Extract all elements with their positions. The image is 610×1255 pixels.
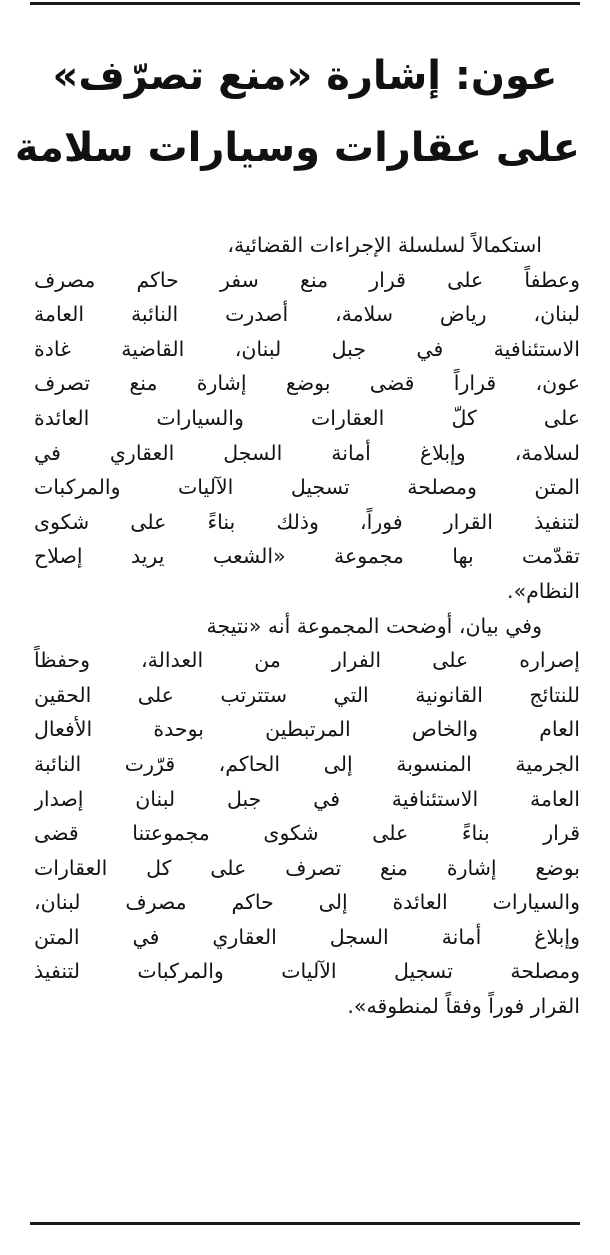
bottom-rule xyxy=(30,1222,580,1225)
text-line: العامة الاستئنافية في جبل لبنان إصدار xyxy=(34,786,580,811)
text-line: تقدّمت بها مجموعة «الشعب يريد إصلاح xyxy=(34,544,580,569)
text-line: القرار فوراً وفقاً لمنطوقه». xyxy=(347,994,580,1019)
paragraph-2 xyxy=(34,609,580,1024)
headline xyxy=(14,40,580,184)
text-line: لتنفيذ القرار فوراً، وذلك بناءً على شكوى xyxy=(34,509,580,534)
text-line: قرار بناءً على شكوى مجموعتنا قضى xyxy=(34,821,580,846)
text-line: ومصلحة تسجيل الآليات والمركبات لتنفيذ xyxy=(34,959,580,984)
text-line: لبنان، رياض سلامة، أصدرت النائبة العامة xyxy=(34,302,580,327)
text-line: الجرمية المنسوبة إلى الحاكم، قرّرت النائبة xyxy=(34,751,580,776)
paragraph-1 xyxy=(34,228,580,609)
text-line: إصراره على الفرار من العدالة، وحفظاً xyxy=(34,648,580,673)
text-line: لسلامة، وإبلاغ أمانة السجل العقاري في xyxy=(34,440,580,465)
text-line: المتن ومصلحة تسجيل الآليات والمركبات xyxy=(34,475,580,500)
headline-line-1: عون: إشارة «منع تصرّف» xyxy=(52,53,558,99)
text-line: العام والخاص المرتبطين بوحدة الأفعال xyxy=(34,717,580,742)
text-line: وعطفاً على قرار منع سفر حاكم مصرف xyxy=(34,267,580,292)
text-line: على كلّ العقارات والسيارات العائدة xyxy=(34,405,580,430)
text-line: الاستئنافية في جبل لبنان، القاضية غادة xyxy=(34,336,580,361)
text-line: وفي بيان، أوضحت المجموعة أنه «نتيجة xyxy=(206,613,542,638)
headline-line-2: على عقارات وسيارات سلامة xyxy=(14,125,580,171)
text-line: النظام». xyxy=(507,578,580,603)
text-line: والسيارات العائدة إلى حاكم مصرف لبنان، xyxy=(34,890,580,915)
text-line: استكمالاً لسلسلة الإجراءات القضائية، xyxy=(227,233,542,257)
article-body xyxy=(34,228,580,1024)
top-rule xyxy=(30,2,580,5)
text-line: عون، قراراً قضى بوضع إشارة منع تصرف xyxy=(34,371,580,396)
text-line: للنتائج القانونية التي ستترتب على الحقين xyxy=(34,682,580,707)
text-line: بوضع إشارة منع تصرف على كل العقارات xyxy=(34,855,580,880)
text-line: وإبلاغ أمانة السجل العقاري في المتن xyxy=(34,924,580,949)
